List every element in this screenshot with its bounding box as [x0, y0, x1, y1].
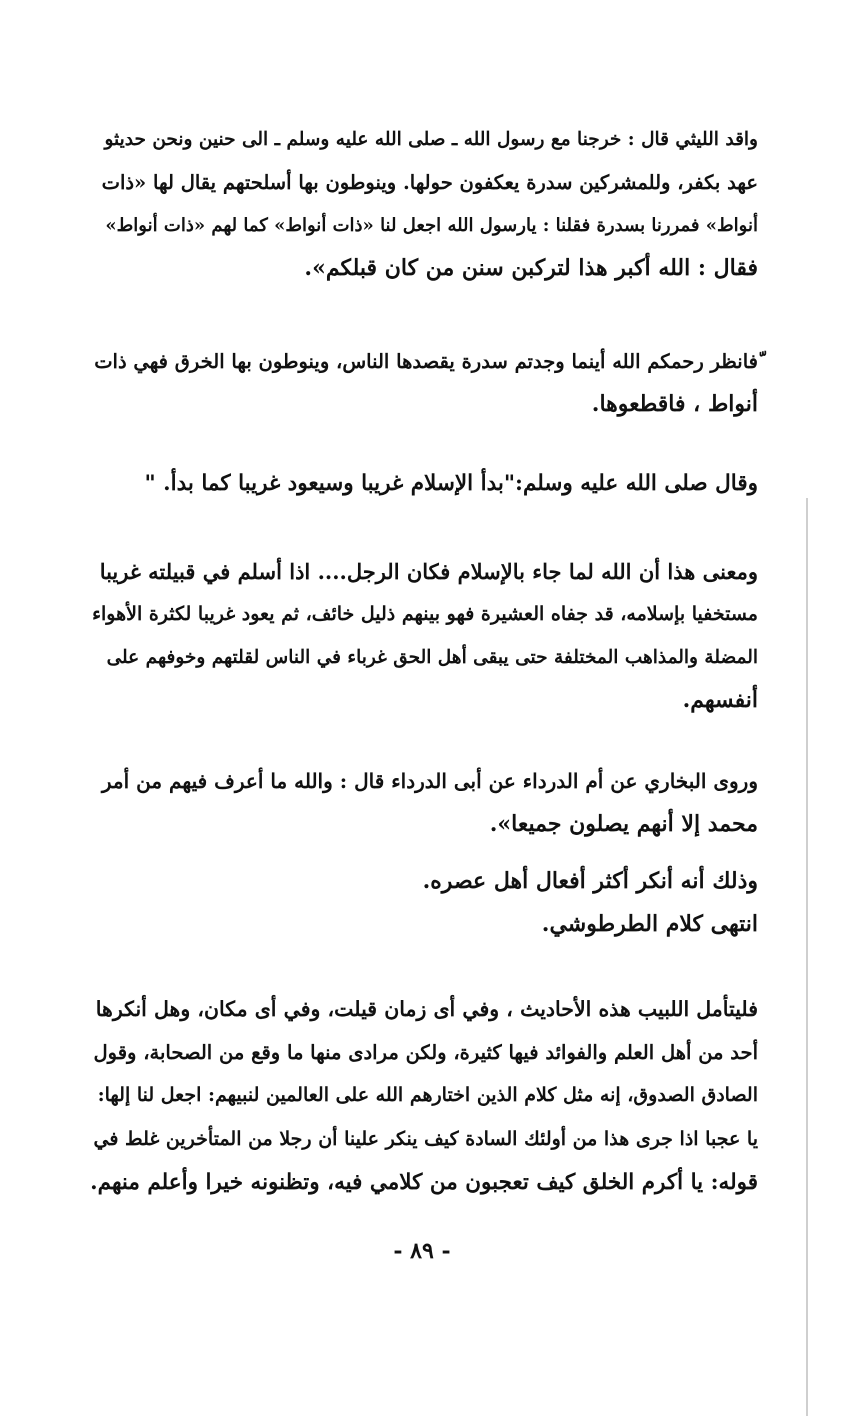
text-line: ومعنى هذا أن الله لما جاء بالإسلام فكان الرجل.... اذا أسلم في قبيلته غريبا: [99, 559, 758, 584]
paragraph-conclusion: [90, 1118, 758, 1204]
paragraph-reflection: [90, 988, 758, 1117]
paragraph-end-of-quote: [138, 860, 758, 946]
text-line: الصادق الصدوق، إنه مثل كلام الذين اختارهم الله على العالمين لنبيهم: اجعل لنا إلها:: [97, 1084, 758, 1106]
text-line: يا عجبا اذا جرى هذا من أولئك السادة كيف ينكر علينا أن رجلا من المتأخرين غلط في: [93, 1128, 758, 1150]
page-number: - ٨٩ -: [393, 1238, 451, 1264]
paragraph-islam-began-strange: [138, 462, 758, 505]
scan-edge-line: [806, 498, 808, 1416]
text-line: عهد بكفر، وللمشركين سدرة يعكفون حولها. وينوطون بها أسلحتهم يقال لها «ذات: [101, 171, 758, 194]
text-line: وقال صلى الله عليه وسلم:"بدأ الإسلام غريبا وسيعود غريبا كما بدأ. ": [144, 471, 758, 496]
text-line: ّفانظر رحمكم الله أينما وجدتم سدرة يقصدها الناس، وينوطون بها الخرق فهي ذات: [94, 350, 758, 373]
paragraph-meaning: [90, 550, 758, 722]
text-line: فقال : الله أكبر هذا لتركبن سنن من كان قبلكم».: [304, 255, 758, 281]
text-line: وذلك أنه أنكر أكثر أفعال أهل عصره.: [422, 868, 758, 894]
text-line: مستخفيا بإسلامه، قد جفاه العشيرة فهو بينهم ذليل خائف، ثم يعود غريبا لكثرة الأهواء: [92, 603, 758, 625]
paragraph-bukhari: [90, 760, 758, 846]
paragraph-cut-trees: [90, 340, 758, 426]
text-line: وروى البخاري عن أم الدرداء عن أبى الدرداء قال : والله ما أعرف فيهم من أمر: [101, 769, 758, 793]
text-line: محمد إلا أنهم يصلون جميعا».: [489, 811, 758, 837]
text-line: واقد الليثي قال : خرجنا مع رسول الله ـ صلى الله عليه وسلم ـ الى حنين ونحن حديثو: [104, 129, 758, 150]
text-line: فليتأمل اللبيب هذه الأحاديث ، وفي أى زمان قيلت، وفي أى مكان، وهل أنكرها: [95, 997, 758, 1021]
text-line: أنواط ، فاقطعوها.: [591, 391, 758, 417]
text-line: أنواط» فمررنا بسدرة فقلنا : يارسول الله اجعل لنا «ذات أنواط» كما لهم «ذات أنواط»: [105, 215, 758, 236]
text-line: أحد من أهل العلم والفوائد فيها كثيرة، ولكن مرادى منها ما وقع من الصحابة، وقول: [93, 1041, 758, 1064]
text-line: انتهى كلام الطرطوشي.: [541, 911, 758, 937]
paragraph-hadith-dhat-anwat: [90, 118, 758, 290]
text-line: أنفسهم.: [682, 687, 758, 713]
text-line: المضلة والمذاهب المختلفة حتى يبقى أهل الحق غرباء في الناس لقلتهم وخوفهم على: [106, 647, 758, 668]
text-line: قوله: يا أكرم الخلق كيف تعجبون من كلامي فيه، وتظنونه خيرا وأعلم منهم.: [90, 1170, 758, 1195]
